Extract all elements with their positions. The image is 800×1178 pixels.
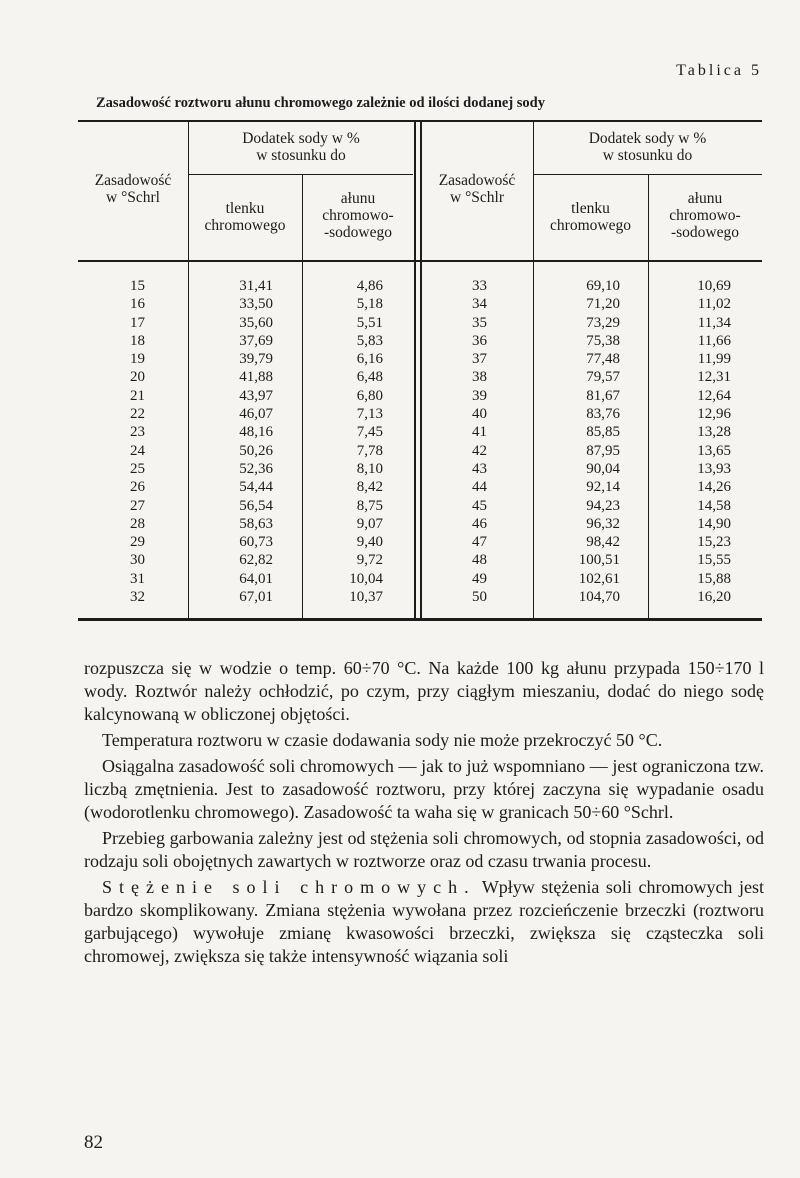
table-cell: 13,93 bbox=[697, 460, 731, 477]
table-cell: 26 bbox=[130, 479, 145, 496]
table-cell: 44 bbox=[472, 479, 487, 496]
paragraph-1: rozpuszcza się w wodzie o temp. 60÷70 °C. Na każde 100 kg ałunu przypada 150÷170 l wody. Roztwór należy ochłodzić, po czym, przy ciągłym mieszaniu, dodać do niego sodę kalcynowaną w obliczonej objętości. bbox=[84, 658, 764, 724]
table-cell: 39 bbox=[472, 387, 487, 404]
table-cell: 54,44 bbox=[239, 479, 273, 496]
table-cell: 48 bbox=[472, 552, 487, 569]
right-basicity-column bbox=[460, 277, 487, 606]
table-cell: 64,01 bbox=[239, 570, 273, 587]
left-soda-group-header: Dodatek sody w % w stosunku do bbox=[242, 130, 360, 164]
table-cell: 42 bbox=[472, 442, 487, 459]
left-subheader-rule bbox=[188, 174, 413, 175]
table-cell: 33 bbox=[472, 278, 487, 294]
right-basicity-header: Zasadowość w °Schlr bbox=[438, 172, 516, 206]
left-col-divider-1 bbox=[188, 120, 189, 620]
table-cell: 12,96 bbox=[697, 406, 731, 423]
table-cell: 22 bbox=[130, 406, 145, 423]
table-cell: 23 bbox=[130, 424, 145, 441]
table-cell: 28 bbox=[130, 515, 145, 532]
table-cell: 13,28 bbox=[697, 424, 731, 441]
table-cell: 29 bbox=[130, 534, 145, 551]
basicity-table bbox=[78, 120, 762, 621]
table-cell: 79,57 bbox=[586, 369, 620, 386]
left-alum-header: ałunu chromowo- -sodowego bbox=[322, 190, 394, 241]
table-cell: 50,26 bbox=[239, 442, 273, 459]
table-cell: 13,65 bbox=[697, 442, 731, 459]
table-cell: 5,83 bbox=[356, 332, 383, 349]
table-cell: 14,90 bbox=[697, 515, 731, 532]
table-cell: 27 bbox=[130, 497, 145, 514]
table-cell: 15,23 bbox=[697, 534, 731, 551]
table-cell: 16 bbox=[130, 296, 145, 313]
table-cell: 77,48 bbox=[586, 351, 620, 368]
table-cell: 58,63 bbox=[239, 515, 273, 532]
right-alum-column bbox=[676, 277, 731, 606]
table-cell: 81,67 bbox=[586, 387, 620, 404]
table-cell: 87,95 bbox=[586, 442, 620, 459]
table-cell: 102,61 bbox=[578, 570, 620, 587]
table-cell: 6,80 bbox=[356, 387, 383, 404]
table-cell: 10,69 bbox=[697, 278, 731, 294]
table-number: Tablica 5 bbox=[676, 62, 762, 79]
table-cell: 11,66 bbox=[697, 332, 731, 349]
table-cell: 15,55 bbox=[697, 552, 731, 569]
table-cell: 40 bbox=[472, 406, 487, 423]
body-text bbox=[84, 657, 764, 968]
right-col-divider-1 bbox=[533, 120, 534, 620]
table-cell: 12,64 bbox=[697, 387, 731, 404]
paragraph-5-text: Wpływ stężenia soli chromowych jest bardzo skomplikowany. Zmiana stężenia wywołana przez rozcieńczenie brzeczki (roztworu garbującego) wywołuje zmianę kwasowości brzeczki, zwiększa się cząsteczka soli chromowej, zwiększa się także intensywność wiązania soli bbox=[84, 877, 764, 966]
table-cell: 52,36 bbox=[239, 460, 273, 477]
page-number: 82 bbox=[84, 1132, 103, 1153]
left-oxide-header: tlenku chromowego bbox=[204, 200, 286, 234]
table-cell: 94,23 bbox=[586, 497, 620, 514]
table-cell: 92,14 bbox=[586, 479, 620, 496]
table-cell: 11,34 bbox=[697, 314, 731, 331]
table-cell: 41 bbox=[472, 424, 487, 441]
table-cell: 9,72 bbox=[356, 552, 383, 569]
table-cell: 56,54 bbox=[239, 497, 273, 514]
table-cell: 41,88 bbox=[239, 369, 273, 386]
table-cell: 46 bbox=[472, 515, 487, 532]
paragraph-3: Osiągalna zasadowość soli chromowych — jak to już wspomniano — jest ograniczona tzw. liczbą zmętnienia. Jest to zasadowość roztworu, przy której zaczyna się wypadanie osadu (wodorotlenku chromowego). Zasadowość ta waha się w granicach 50÷60 °Schrl. bbox=[84, 756, 764, 822]
section-heading: Stężenie soli chromowych. bbox=[102, 877, 476, 897]
table-cell: 67,01 bbox=[239, 589, 273, 606]
table-cell: 21 bbox=[130, 387, 145, 404]
right-oxide-column bbox=[558, 277, 620, 606]
table-cell: 12,31 bbox=[697, 369, 731, 386]
left-oxide-column bbox=[220, 277, 273, 606]
table-cell: 7,78 bbox=[356, 442, 383, 459]
table-cell: 71,20 bbox=[586, 296, 620, 313]
table-cell: 45 bbox=[472, 497, 487, 514]
table-cell: 37 bbox=[472, 351, 487, 368]
table-cell: 6,16 bbox=[356, 351, 383, 368]
right-oxide-header: tlenku chromowego bbox=[550, 200, 631, 234]
table-cell: 35 bbox=[472, 314, 487, 331]
table-title: Zasadowość roztworu ałunu chromowego zależnie od ilości dodanej sody bbox=[96, 95, 545, 111]
table-cell: 69,10 bbox=[586, 278, 620, 294]
table-cell: 60,73 bbox=[239, 534, 273, 551]
left-alum-column bbox=[328, 277, 383, 606]
table-cell: 31 bbox=[130, 570, 145, 587]
table-cell: 9,07 bbox=[356, 515, 383, 532]
table-cell: 32 bbox=[130, 589, 145, 606]
table-cell: 83,76 bbox=[586, 406, 620, 423]
table-cell: 38 bbox=[472, 369, 487, 386]
table-cell: 11,99 bbox=[697, 351, 731, 368]
table-cell: 9,40 bbox=[356, 534, 383, 551]
table-cell: 5,51 bbox=[356, 314, 383, 331]
table-cell: 46,07 bbox=[239, 406, 273, 423]
paragraph-5 bbox=[84, 876, 764, 968]
table-cell: 5,18 bbox=[356, 296, 383, 313]
paragraph-4: Przebieg garbowania zależny jest od stężenia soli chromowych, od stopnia zasadowości, od rodzaju soli obojętnych zawartych w roztworze oraz od czasu trwania procesu. bbox=[84, 828, 764, 871]
table-cell: 47 bbox=[472, 534, 487, 551]
table-cell: 18 bbox=[130, 332, 145, 349]
right-alum-header: ałunu chromowo- -sodowego bbox=[669, 190, 741, 241]
table-cell: 10,04 bbox=[349, 570, 383, 587]
table-cell: 85,85 bbox=[586, 424, 620, 441]
table-cell: 4,86 bbox=[356, 278, 383, 294]
table-cell: 35,60 bbox=[239, 314, 273, 331]
table-cell: 7,13 bbox=[356, 406, 383, 423]
table-cell: 31,41 bbox=[239, 278, 273, 294]
table-cell: 37,69 bbox=[239, 332, 273, 349]
table-cell: 14,26 bbox=[697, 479, 731, 496]
table-cell: 24 bbox=[130, 442, 145, 459]
paragraph-2: Temperatura roztworu w czasie dodawania sody nie może przekroczyć 50 °C. bbox=[102, 730, 663, 750]
left-basicity-header: Zasadowość w °Schrl bbox=[94, 172, 172, 206]
table-cell: 48,16 bbox=[239, 424, 273, 441]
table-cell: 11,02 bbox=[697, 296, 731, 313]
table-cell: 96,32 bbox=[586, 515, 620, 532]
table-cell: 20 bbox=[130, 369, 145, 386]
table-cell: 49 bbox=[472, 570, 487, 587]
table-cell: 90,04 bbox=[586, 460, 620, 477]
table-cell: 15,88 bbox=[697, 570, 731, 587]
right-soda-group-header: Dodatek sody w % w stosunku do bbox=[588, 130, 707, 164]
table-cell: 34 bbox=[472, 296, 487, 313]
table-cell: 6,48 bbox=[356, 369, 383, 386]
table-cell: 43 bbox=[472, 460, 487, 477]
table-cell: 36 bbox=[472, 332, 487, 349]
left-basicity-column bbox=[118, 277, 145, 606]
table-cell: 43,97 bbox=[239, 387, 273, 404]
table-cell: 98,42 bbox=[586, 534, 620, 551]
table-cell: 14,58 bbox=[697, 497, 731, 514]
table-cell: 62,82 bbox=[239, 552, 273, 569]
table-cell: 10,37 bbox=[349, 589, 383, 606]
table-cell: 17 bbox=[130, 314, 145, 331]
table-cell: 8,10 bbox=[356, 460, 383, 477]
table-cell: 7,45 bbox=[356, 424, 383, 441]
table-cell: 15 bbox=[130, 278, 145, 294]
table-cell: 100,51 bbox=[578, 552, 620, 569]
table-cell: 25 bbox=[130, 460, 145, 477]
table-cell: 19 bbox=[130, 351, 145, 368]
table-cell: 16,20 bbox=[697, 589, 731, 606]
table-cell: 104,70 bbox=[578, 589, 620, 606]
center-double-rule-a bbox=[414, 120, 416, 620]
table-cell: 75,38 bbox=[586, 332, 620, 349]
table-cell: 8,42 bbox=[356, 479, 383, 496]
table-cell: 33,50 bbox=[239, 296, 273, 313]
table-cell: 8,75 bbox=[356, 497, 383, 514]
table-cell: 30 bbox=[130, 552, 145, 569]
table-cell: 39,79 bbox=[239, 351, 273, 368]
table-cell: 73,29 bbox=[586, 314, 620, 331]
table-cell: 50 bbox=[472, 589, 487, 606]
